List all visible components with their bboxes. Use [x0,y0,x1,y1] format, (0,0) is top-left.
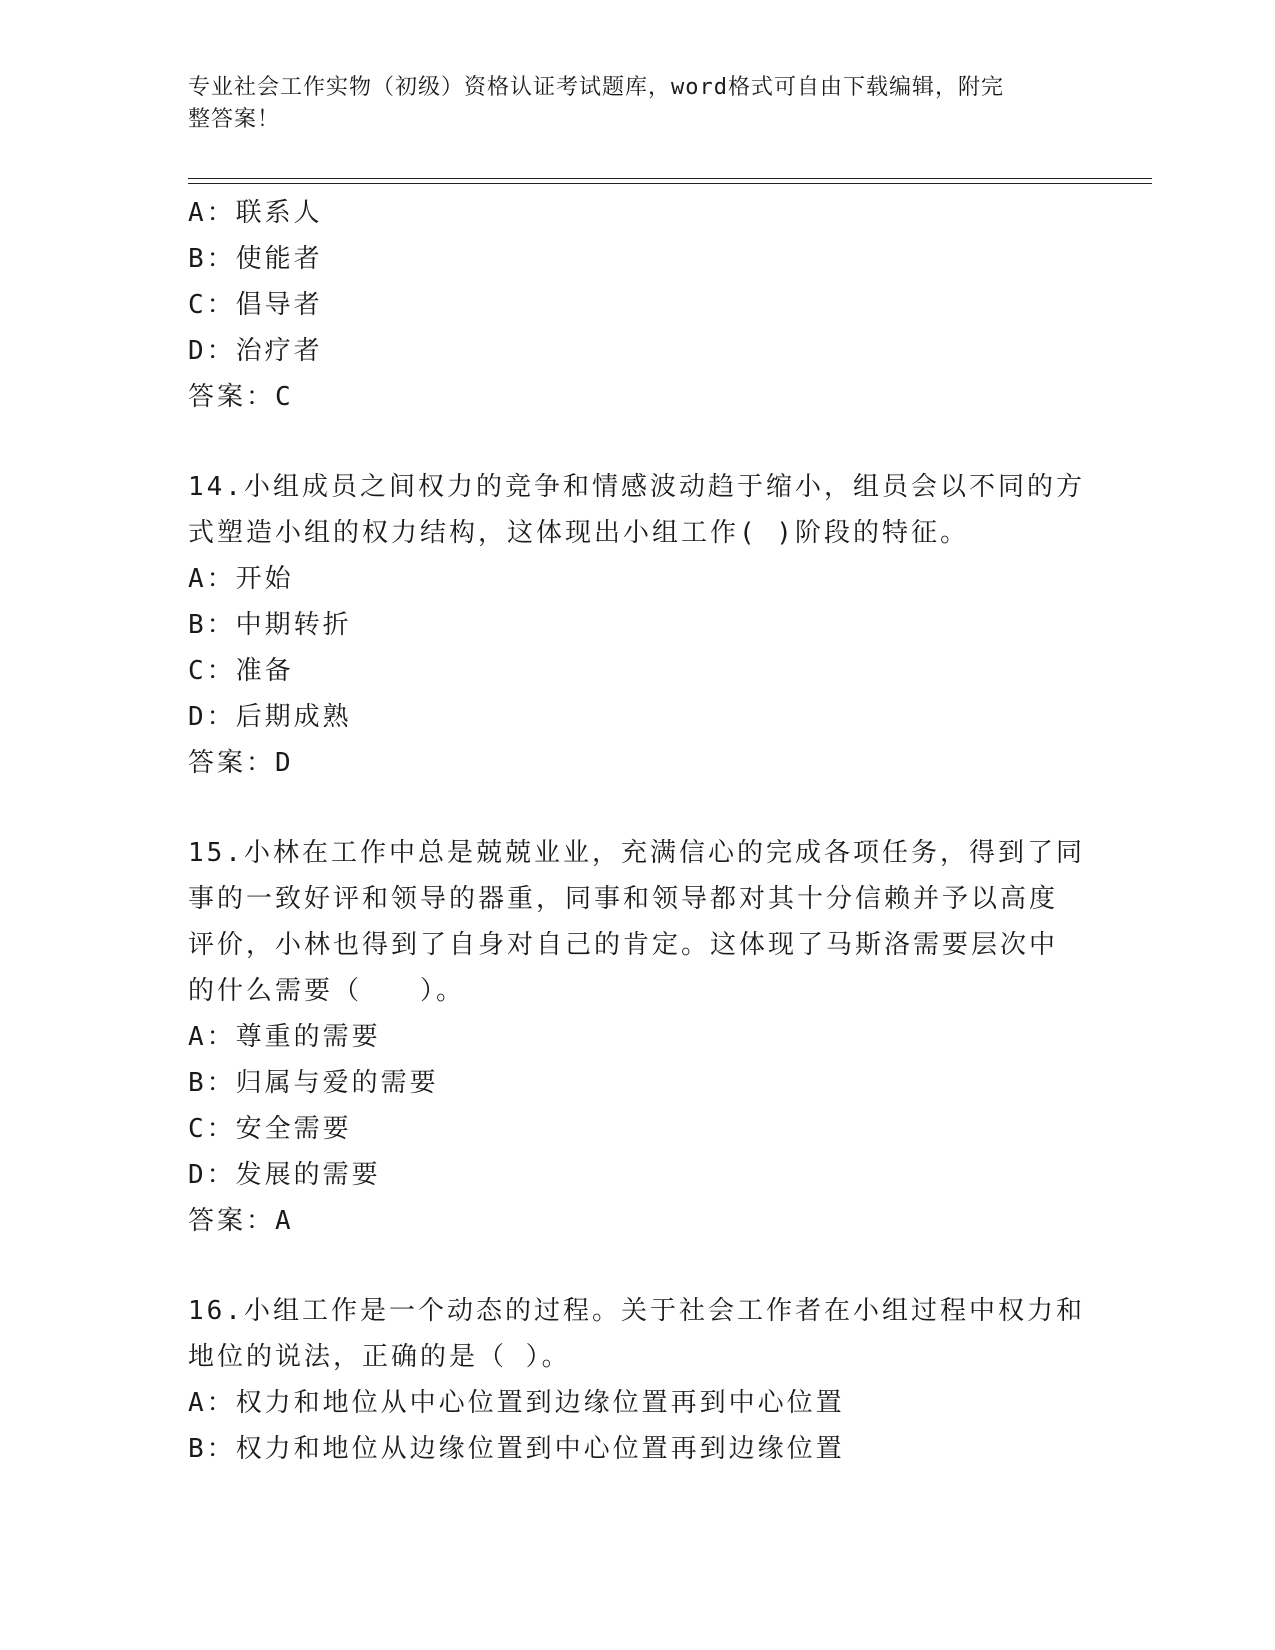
question-stem-line: 15.小林在工作中总是兢兢业业，充满信心的完成各项任务，得到了同 [188,838,1085,868]
question-13 [188,190,1088,420]
option-a: A：尊重的需要 [188,1022,381,1052]
question-stem-line: 的什么需要（ ）。 [188,976,466,1006]
answer-line: 答案：C [188,382,294,412]
question-stem-line: 16.小组工作是一个动态的过程。关于社会工作者在小组过程中权力和 [188,1296,1085,1326]
option-b: B：归属与爱的需要 [188,1068,439,1098]
option-a: A：联系人 [188,198,323,228]
option-a: A：权力和地位从中心位置到边缘位置再到中心位置 [188,1388,845,1418]
answer-line: 答案：D [188,748,294,778]
header-line-1: 专业社会工作实物（初级）资格认证考试题库，word格式可自由下载编辑，附完 [188,75,1004,100]
option-b: B：权力和地位从边缘位置到中心位置再到边缘位置 [188,1434,845,1464]
option-d: D：发展的需要 [188,1160,381,1190]
answer-line: 答案：A [188,1206,294,1236]
question-stem-line: 式塑造小组的权力结构，这体现出小组工作( )阶段的特征。 [188,518,969,548]
question-content [188,190,1088,1472]
option-b: B：使能者 [188,244,323,274]
option-c: C：准备 [188,656,294,686]
option-d: D：后期成熟 [188,702,352,732]
question-15 [188,830,1088,1244]
header-divider-top [188,178,1152,179]
header-line-2: 整答案！ [188,107,281,132]
option-d: D：治疗者 [188,336,323,366]
question-stem-line: 地位的说法，正确的是（ ）。 [188,1342,571,1372]
header-divider-bottom [188,183,1152,184]
question-stem-line: 评价，小林也得到了自身对自己的肯定。这体现了马斯洛需要层次中 [188,930,1059,960]
option-b: B：中期转折 [188,610,352,640]
option-c: C：倡导者 [188,290,323,320]
question-16 [188,1288,1088,1472]
option-a: A：开始 [188,564,294,594]
option-c: C：安全需要 [188,1114,352,1144]
document-header [188,72,1088,136]
question-stem-line: 14.小组成员之间权力的竞争和情感波动趋于缩小，组员会以不同的方 [188,472,1085,502]
question-14 [188,464,1088,786]
question-stem-line: 事的一致好评和领导的器重，同事和领导都对其十分信赖并予以高度 [188,884,1059,914]
